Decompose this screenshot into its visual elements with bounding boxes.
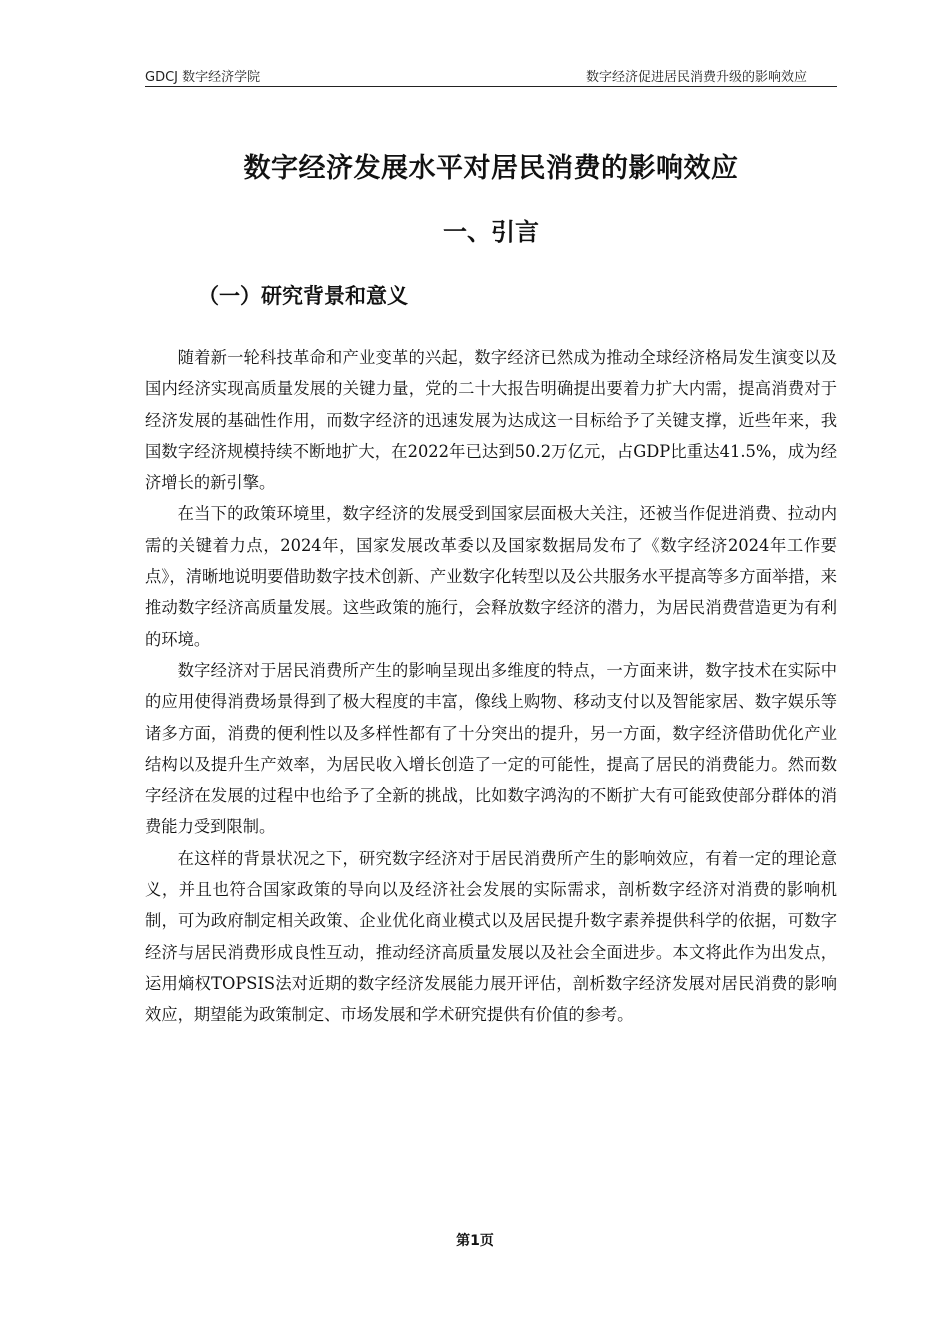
- header-right-text: 数字经济促进居民消费升级的影响效应: [585, 70, 807, 85]
- document-title: 数字经济发展水平对居民消费的影响效应: [243, 153, 739, 184]
- page-header: [145, 64, 837, 87]
- paragraph: 在当下的政策环境里，数字经济的发展受到国家层面极大关注，还被当作促进消费、拉动内需的关键着力点，2024年，国家发展改革委以及国家数据局发布了《数字经济2024年工作要点》，清晰地说明要借助数字技术创新、产业数字化转型以及公共服务水平提高等多方面举措，来推动数字经济高质量发展。这些政策的施行，会释放数字经济的潜力，为居民消费营造更为有利的环境。: [145, 504, 837, 649]
- body-text: [145, 342, 837, 1031]
- paragraph: 随着新一轮科技革命和产业变革的兴起，数字经济已然成为推动全球经济格局发生演变以及国内经济实现高质量发展的关键力量，党的二十大报告明确提出要着力扩大内需，提高消费对于经济发展的基础性作用，而数字经济的迅速发展为达成这一目标给予了关键支撑，近些年来，我国数字经济规模持续不断地扩大，在2022年已达到50.2万亿元，占GDP比重达41.5%，成为经济增长的新引擎。: [145, 348, 837, 493]
- section-heading: 一、引言: [443, 218, 539, 246]
- paragraph: 数字经济对于居民消费所产生的影响呈现出多维度的特点，一方面来讲，数字技术在实际中的应用使得消费场景得到了极大程度的丰富，像线上购物、移动支付以及智能家居、数字娱乐等诸多方面，消费的便利性以及多样性都有了十分突出的提升，另一方面，数字经济借助优化产业结构以及提升生产效率，为居民收入增长创造了一定的可能性，提高了居民的消费能力。然而数字经济在发展的过程中也给予了全新的挑战，比如数字鸿沟的不断扩大有可能致使部分群体的消费能力受到限制。: [145, 660, 837, 837]
- subsection-heading: （一）研究背景和意义: [198, 284, 408, 308]
- header-left-text: GDCJ 数字经济学院: [145, 70, 261, 85]
- page-number: 第1页: [456, 1233, 494, 1249]
- paragraph: 在这样的背景状况之下，研究数字经济对于居民消费所产生的影响效应，有着一定的理论意义，并且也符合国家政策的导向以及经济社会发展的实际需求，剖析数字经济对消费的影响机制，可为政府制定相关政策、企业优化商业模式以及居民提升数字素养提供科学的依据，可数字经济与居民消费形成良性互动，推动经济高质量发展以及社会全面进步。本文将此作为出发点，运用熵权TOPSIS法对近期的数字经济发展能力展开评估，剖析数字经济发展对居民消费的影响效应，期望能为政策制定、市场发展和学术研究提供有价值的参考。: [145, 848, 837, 1025]
